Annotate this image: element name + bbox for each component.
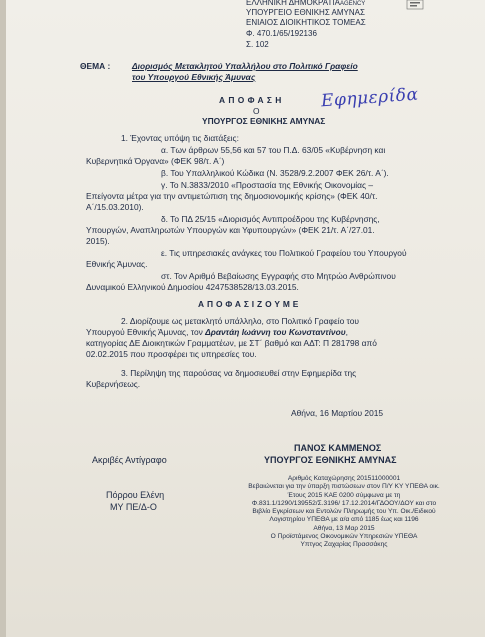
consideration-a-line-1: α. Των άρθρων 55,56 και 57 του Π.Δ. 63/05 «Κυβέρνηση και	[161, 145, 386, 155]
decision-article: Ο	[253, 106, 260, 116]
consideration-e-line-1: ε. Τις υπηρεσιακές ανάγκες του Πολιτικού Γραφείου του Υπουργού	[161, 248, 407, 258]
paragraph-2-line-1: 2. Διορίζουμε ως μετακλητό υπάλληλο, στο Πολιτικό Γραφείο του	[121, 316, 359, 326]
certified-copy-label: Ακριβές Αντίγραφο	[92, 455, 167, 465]
paragraph-2-line-3: κατηγορίας ΔΕ Διοικητικών Γραμματέων, με ΣΤ΄ βαθμό και ΑΔΤ: Π 281798 από	[86, 338, 377, 348]
subject-label: ΘΕΜΑ :	[80, 61, 111, 71]
paragraph-2-comma: ,	[345, 327, 348, 337]
document-page	[6, 0, 485, 637]
decide-title: Α Π Ο Φ Α Σ Ι Ζ Ο Υ Μ Ε	[198, 299, 299, 309]
paragraph-2-line-2	[86, 327, 348, 338]
header-serial: Σ. 102	[246, 40, 269, 49]
consideration-c-line-3: Α΄/15.03.2010).	[86, 202, 144, 212]
registration-official-name: Υπτγος Ζαχαρίας Πρασσάκης	[300, 541, 388, 549]
registration-line-2: Βεβαιώνεται για την ύπαρξη πιστώσεων στον Π/Υ ΚΥ ΥΠΕΘΑ οικ.	[248, 483, 440, 491]
copy-signer-name: Πόρρου Ελένη	[106, 490, 165, 500]
consideration-e-line-2: Εθνικής Άμυνας.	[86, 259, 148, 269]
paragraph-3-line-1: 3. Περίληψη της παρούσας να δημοσιευθεί στην Εφημερίδα της	[121, 368, 357, 378]
header-file-number: Φ. 470.1/65/192136	[246, 29, 317, 38]
registration-line-5: Βιβλίο Εγκρίσεων και Εντολών Πληρωμής του Υπ. Οικ./Ειδικού	[252, 508, 436, 516]
signatory-name: ΠΑΝΟΣ ΚΑΜΜΕΝΟΣ	[294, 443, 382, 453]
header-ministry: ΥΠΟΥΡΓΕΙΟ ΕΘΝΙΚΗΣ ΑΜΥΝΑΣ	[246, 8, 365, 17]
paragraph-3-line-2: Κυβερνήσεως.	[86, 379, 141, 389]
registration-line-4: Φ.831.1/1290/139552/Σ.3196/ 17.12.2014/ΓΔΟΟΥ/ΔΟΥ και στο	[251, 499, 437, 507]
appointee-name: Δραντάη Ιωάννη του Κωνσταντίνου	[205, 327, 346, 337]
registration-line-6: Λογιστηρίου ΥΠΕΘΑ με α/α από 1185 έως και 1196	[269, 516, 419, 524]
consideration-d-line-2: Υπουργών, Αναπληρωτών Υπουργών και Υφυπουργών» (ΦΕΚ 21/τ. Α΄/27.01.	[86, 225, 375, 235]
header-sector: ΕΝΙΑΙΟΣ ΔΙΟΙΚΗΤΙΚΟΣ ΤΟΜΕΑΣ	[246, 18, 366, 27]
registration-line-3: Έτους 2015 ΚΑΕ 0200 σύμφωνα με τη	[287, 491, 401, 499]
registration-number: Αριθμός Καταχώρησης 201511000001	[287, 475, 401, 482]
header-suffix: AGENCY	[339, 1, 366, 7]
consideration-c-line-1: γ. Το Ν.3833/2010 «Προστασία της Εθνικής Οικονομίας –	[161, 180, 374, 190]
header-country: ΕΛΛΗΝΙΚΗ ΔΗΜΟΚΡΑΤΙΑ	[246, 0, 340, 7]
date-line: Αθήνα, 16 Μαρτίου 2015	[291, 408, 384, 418]
decision-title: Α Π Ο Φ Α Σ Η	[219, 95, 282, 105]
decision-minister: ΥΠΟΥΡΓΟΣ ΕΘΝΙΚΗΣ ΑΜΥΝΑΣ	[202, 116, 326, 126]
registration-stamp	[224, 475, 464, 550]
registration-official-role: Ο Προϊστάμενος Οικονομικών Υπηρεσιών ΥΠΕΘΑ	[270, 533, 418, 541]
subject-line-1: Διορισμός Μετακλητού Υπαλλήλου στο Πολιτικό Γραφείο	[132, 61, 358, 71]
consideration-c-line-2: Επείγοντα μέτρα για την αντιμετώπιση της δημοσιονομικής κρίσης» (ΦΕΚ 40/τ.	[86, 191, 378, 201]
registration-date: Αθήνα, 13 Μαρ 2015	[313, 524, 375, 532]
consideration-d-line-3: 2015).	[86, 236, 110, 246]
signatory-title: ΥΠΟΥΡΓΟΣ ΕΘΝΙΚΗΣ ΑΜΥΝΑΣ	[264, 455, 397, 465]
consideration-d-line-1: δ. Το ΠΔ 25/15 «Διορισμός Αντιπροέδρου της Κυβέρνησης,	[161, 214, 380, 224]
agency-logo	[406, 0, 424, 10]
subject-line-2: του Υπουργού Εθνικής Άμυνας	[132, 72, 256, 82]
consideration-st-line-2: Δυναμικού Ελληνικού Δημοσίου 4247538528/13.03.2015.	[86, 282, 299, 292]
considerations-intro: 1. Έχοντας υπόψη τις διατάξεις:	[121, 133, 239, 143]
paragraph-2-prefix: Υπουργού Εθνικής Άμυνας, τον	[86, 327, 206, 337]
copy-signer-role: ΜΥ ΠΕ/Δ-Ο	[110, 502, 157, 512]
paragraph-2-line-4: 02.02.2015 που προσφέρει τις υπηρεσίες του.	[86, 349, 257, 359]
consideration-st-line-1: στ. Τον Αριθμό Βεβαίωσης Εγγραφής στο Μητρώο Ανθρώπινου	[161, 271, 396, 281]
consideration-b: β. Του Υπαλληλικού Κώδικα (Ν. 3528/9.2.2007 ΦΕΚ 26/τ. Α΄).	[161, 168, 389, 178]
handwritten-note: Εφημερίδα	[320, 84, 420, 112]
consideration-a-line-2: Κυβερνητικά Όργανα» (ΦΕΚ 98/τ. Α΄)	[86, 156, 225, 166]
